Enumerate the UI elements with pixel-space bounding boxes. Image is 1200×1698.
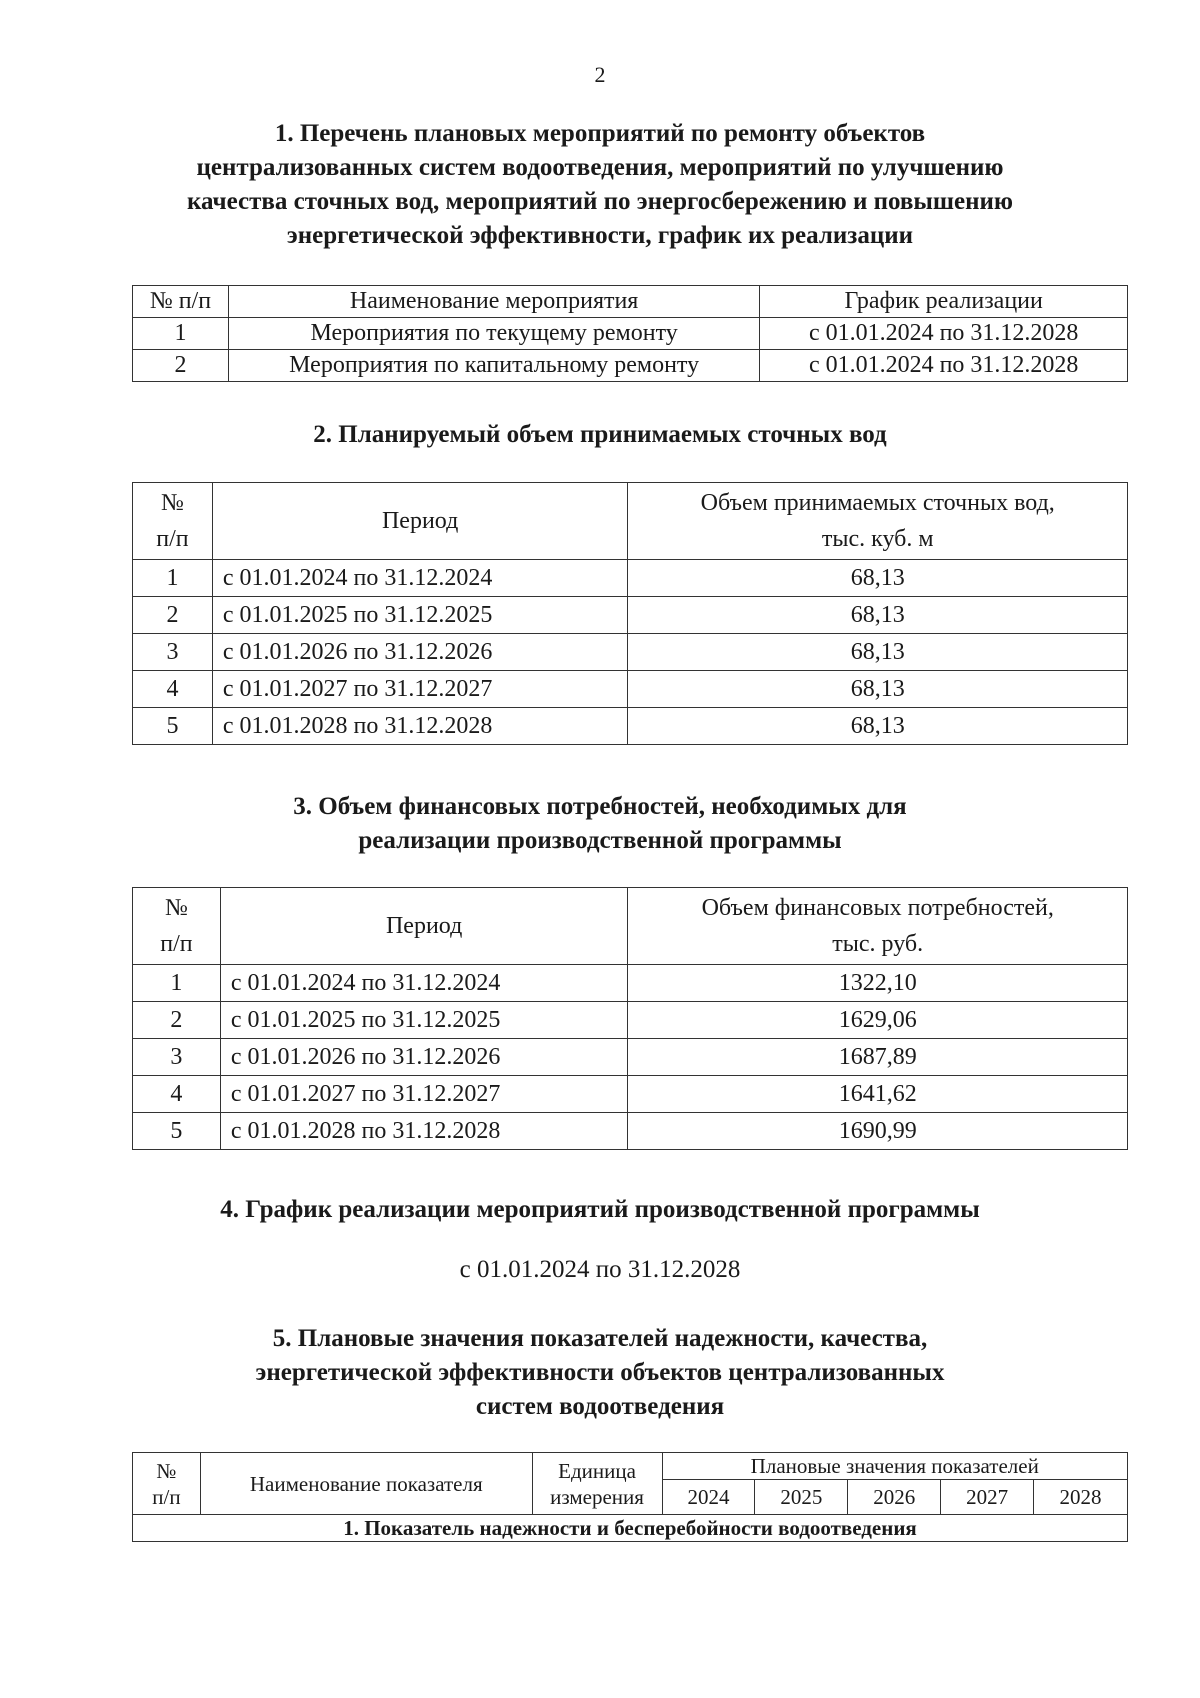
table-cell: Мероприятия по капитальному ремонту — [228, 350, 759, 382]
table-header-row — [133, 888, 1128, 965]
table-subheader-row — [133, 1515, 1128, 1542]
table-row — [133, 318, 1128, 350]
measures-table — [132, 285, 1128, 382]
table-cell: с 01.01.2024 по 31.12.2028 — [760, 350, 1128, 382]
table-row — [133, 1039, 1128, 1076]
table-header-row — [133, 286, 1128, 318]
table-cell: 1641,62 — [628, 1076, 1128, 1113]
header-text: № — [156, 1458, 177, 1483]
table-cell: с 01.01.2025 по 31.12.2025 — [212, 597, 628, 634]
section1-title-line: 1. Перечень плановых мероприятий по ремонту объектов — [274, 120, 926, 147]
header-cell-planned: Плановые значения показателей — [662, 1453, 1128, 1480]
header-text: Объем принимаемых сточных вод, — [700, 490, 1055, 516]
table-cell: с 01.01.2027 по 31.12.2027 — [212, 671, 628, 708]
table-row — [133, 597, 1128, 634]
table-cell: 2 — [133, 597, 213, 634]
page-number: 2 — [594, 62, 606, 87]
header-cell-num — [133, 888, 221, 965]
header-cell-value — [628, 483, 1128, 560]
section5-title-line: 5. Плановые значения показателей надежности, качества, — [272, 1325, 928, 1352]
header-cell-name: Наименование показателя — [200, 1453, 532, 1515]
table-cell: 68,13 — [628, 597, 1128, 634]
header-cell-year: 2028 — [1034, 1480, 1128, 1515]
table-cell: с 01.01.2024 по 31.12.2024 — [220, 965, 628, 1002]
header-text: тыс. куб. м — [821, 526, 934, 552]
header-text: № — [160, 490, 184, 516]
table-cell: с 01.01.2027 по 31.12.2027 — [220, 1076, 628, 1113]
section1-title-line: централизованных систем водоотведения, мероприятий по улучшению — [196, 154, 1004, 181]
table-cell: с 01.01.2024 по 31.12.2024 — [212, 560, 628, 597]
header-cell: Наименование мероприятия — [228, 286, 759, 318]
header-cell-period: Период — [212, 483, 628, 560]
table-row — [133, 965, 1128, 1002]
header-cell-year: 2025 — [755, 1480, 848, 1515]
table-row — [133, 560, 1128, 597]
table-cell: 4 — [133, 671, 213, 708]
header-text: п/п — [156, 526, 189, 552]
header-cell-year: 2027 — [941, 1480, 1034, 1515]
table-cell: 2 — [133, 1002, 221, 1039]
table-cell: 4 — [133, 1076, 221, 1113]
section5-title — [0, 1322, 1200, 1424]
subheader-cell: 1. Показатель надежности и бесперебойности водоотведения — [133, 1515, 1128, 1542]
table-row — [133, 350, 1128, 382]
header-cell-num — [133, 483, 213, 560]
table-row — [133, 1002, 1128, 1039]
section1-title — [0, 117, 1200, 253]
header-cell: № п/п — [133, 286, 229, 318]
table-cell: с 01.01.2028 по 31.12.2028 — [212, 708, 628, 745]
header-text: п/п — [152, 1484, 181, 1509]
table-cell: 3 — [133, 634, 213, 671]
table-cell: с 01.01.2025 по 31.12.2025 — [220, 1002, 628, 1039]
table-row — [133, 634, 1128, 671]
table-cell: 68,13 — [628, 671, 1128, 708]
table-row — [133, 1113, 1128, 1150]
table-cell: 1 — [133, 965, 221, 1002]
table-cell: 1687,89 — [628, 1039, 1128, 1076]
header-text: п/п — [160, 931, 193, 957]
section2-title: 2. Планируемый объем принимаемых сточных вод — [313, 421, 887, 448]
table-cell: 1322,10 — [628, 965, 1128, 1002]
financial-needs-table — [132, 887, 1128, 1150]
table-cell: 1629,06 — [628, 1002, 1128, 1039]
section1-title-line: энергетической эффективности, график их реализации — [286, 222, 914, 249]
header-cell: График реализации — [760, 286, 1128, 318]
section5-title-line: энергетической эффективности объектов централизованных — [255, 1359, 945, 1386]
header-text: измерения — [550, 1484, 644, 1509]
section4-title: 4. График реализации мероприятий производственной программы — [220, 1196, 980, 1223]
table-cell: 5 — [133, 1113, 221, 1150]
header-text: тыс. руб. — [832, 931, 924, 957]
header-cell-num — [133, 1453, 201, 1515]
section4-period: с 01.01.2024 по 31.12.2028 — [459, 1256, 741, 1283]
table-cell: 68,13 — [628, 634, 1128, 671]
header-cell-unit — [532, 1453, 662, 1515]
header-cell-year: 2024 — [662, 1480, 755, 1515]
table-cell: 3 — [133, 1039, 221, 1076]
header-cell-year: 2026 — [848, 1480, 941, 1515]
table-header-row — [133, 483, 1128, 560]
header-text: № — [164, 895, 188, 921]
table-cell: с 01.01.2026 по 31.12.2026 — [220, 1039, 628, 1076]
section3-title — [0, 790, 1200, 858]
table-header-row — [133, 1453, 1128, 1480]
indicators-table — [132, 1452, 1128, 1542]
table-row — [133, 671, 1128, 708]
header-text: Единица — [558, 1458, 636, 1483]
table-cell: 68,13 — [628, 560, 1128, 597]
table-cell: 1 — [133, 560, 213, 597]
table-cell: Мероприятия по текущему ремонту — [228, 318, 759, 350]
table-row — [133, 1076, 1128, 1113]
section3-title-line: 3. Объем финансовых потребностей, необходимых для — [293, 793, 907, 820]
table-cell: 1 — [133, 318, 229, 350]
table-cell: с 01.01.2028 по 31.12.2028 — [220, 1113, 628, 1150]
section1-title-line: качества сточных вод, мероприятий по энергосбережению и повышению — [186, 188, 1014, 215]
section3-title-line: реализации производственной программы — [358, 827, 842, 854]
table-cell: 1690,99 — [628, 1113, 1128, 1150]
wastewater-volume-table — [132, 482, 1128, 745]
section5-title-line: систем водоотведения — [475, 1393, 725, 1420]
header-text: Объем финансовых потребностей, — [701, 895, 1054, 921]
header-cell-period: Период — [220, 888, 628, 965]
table-cell: с 01.01.2026 по 31.12.2026 — [212, 634, 628, 671]
header-cell-value — [628, 888, 1128, 965]
table-row — [133, 708, 1128, 745]
table-cell: с 01.01.2024 по 31.12.2028 — [760, 318, 1128, 350]
table-cell: 68,13 — [628, 708, 1128, 745]
table-cell: 5 — [133, 708, 213, 745]
table-cell: 2 — [133, 350, 229, 382]
